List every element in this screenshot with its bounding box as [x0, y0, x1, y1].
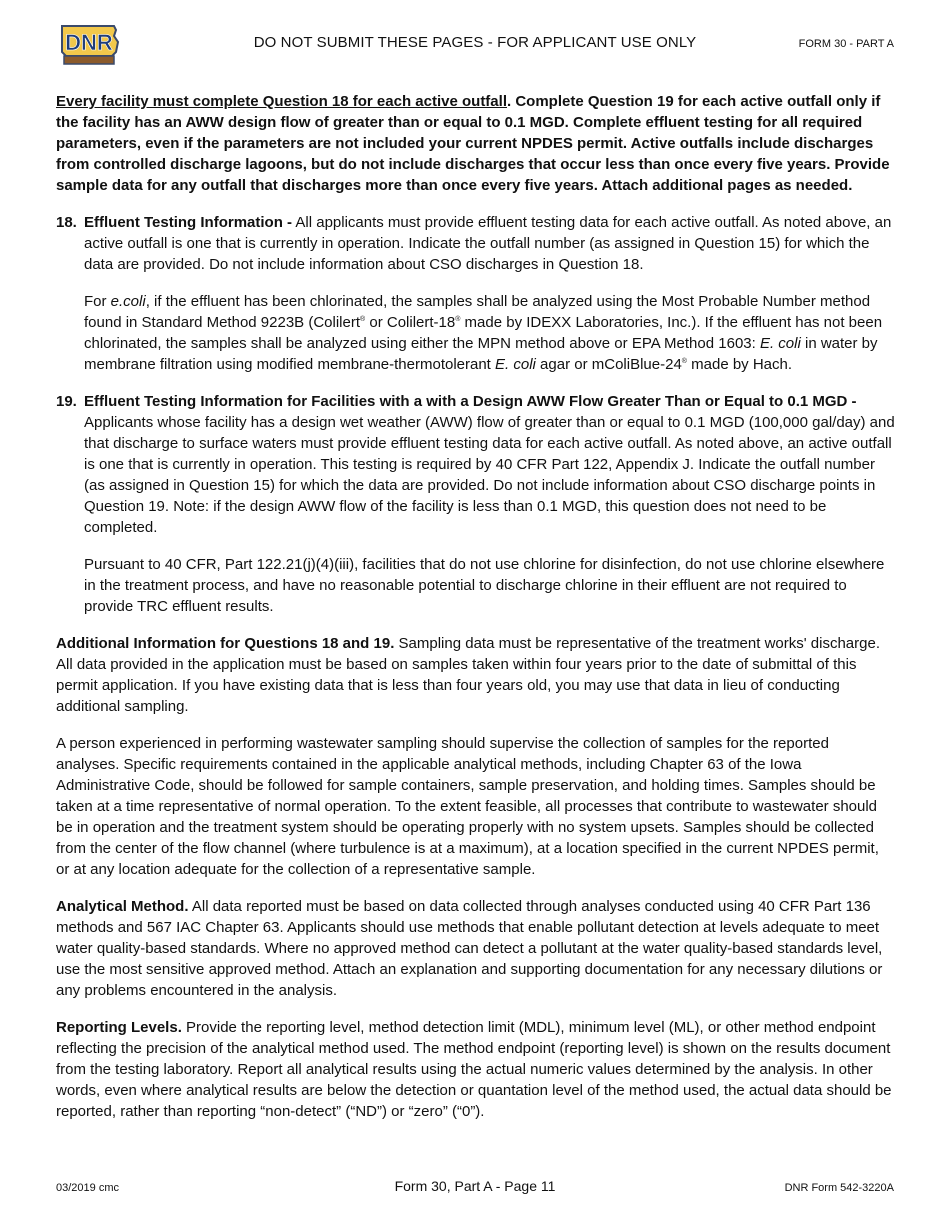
question-19-paragraph: [84, 391, 896, 538]
reporting-levels-text: Provide the reporting level, method detection limit (MDL), minimum level (ML), or other method endpoint reflecting the precision of the analytical method used. The method endpoint (reporting level) is shown on the results document from the testing laboratory. Report all analytical results using the actual numeric values determined by the analysis. In other words, even where analytical results are below the detection or quantation level of the method used, the actual data should be reported, rather than reporting “non-detect” (“ND”) or “zero” (“0”).: [56, 1019, 892, 1120]
sampling-paragraph: A person experienced in performing wastewater sampling should supervise the collection of samples for the reported analyses. Specific requirements contained in the applicable analytical methods, including Chapter 63 of the Iowa Administrative Code, should be followed for sample containers, sample preservation, and holding times. Samples should be taken at a time representative of normal operation. To the extent feasible, all processes that contribute to wastewater should be in operation and the treatment system should be operating properly with no system upsets. Samples should be collected from the center of the flow channel (where turbulence is at a maximum), at a location specified in the current NPDES permit, or at any location adequate for the collection of a representative sample.: [56, 735, 879, 878]
question-18-text: All applicants must provide effluent testing data for each active outfall. As noted above, an active outfall is one that is currently in operation. Indicate the outfall number (as assigned in Question 15) for which the data are provided. Do not include information about CSO discharges in Question 18.: [84, 214, 892, 273]
intro-underlined: Every facility must complete Question 18 for each active outfall: [56, 93, 507, 110]
question-19-heading: Effluent Testing Information for Facilities with a with a Design AWW Flow Greater Than or Equal to 0.1 MGD -: [84, 393, 857, 410]
page-footer: [0, 1178, 950, 1198]
question-19-text: Applicants whose facility has a design wet weather (AWW) flow of greater than or equal to 0.1 MGD (100,000 gal/day) and that discharge to surface waters must provide effluent testing data for each active outfall. As noted above, an active outfall is one that is currently in operation. This testing is required by 40 CFR Part 122, Appendix J. Indicate the outfall number (as assigned in Question 15) for which the data are provided. Do not include information about CSO discharge points in Question 19. Note: if the design AWW flow of the facility is less than 0.1 MGD, this question does not need to be completed.: [84, 414, 895, 536]
page-content: [56, 91, 896, 1122]
ecoli-italic-2: E. coli: [759, 335, 801, 352]
registered-mark: ®: [455, 316, 461, 323]
ecoli-text-c: or Colilert-18: [365, 314, 456, 331]
intro-rest: . Complete Question 19 for each active outfall only if the facility has an AWW design flow of greater than or equal to 0.1 MGD. Complete effluent testing for all required parameters, even if the parameters are not included your current NPDES permit. Active outfalls include discharges from controlled discharge lagoons, but do not include discharges that occur less than once every five years. Provide sample data for any outfall that discharges more than once every five years. Attach additional pages as needed.: [56, 93, 890, 194]
page-header: [0, 0, 950, 70]
header-form-part: FORM 30 - PART A: [798, 38, 894, 50]
registered-mark: ®: [360, 316, 366, 323]
header-title: DO NOT SUBMIT THESE PAGES - FOR APPLICANT USE ONLY: [253, 34, 697, 51]
ecoli-text-g: made by Hach.: [686, 356, 793, 373]
question-19: [56, 391, 896, 617]
reporting-levels-paragraph: [56, 1017, 896, 1122]
ecoli-text-f: agar or mColiBlue-24: [535, 356, 682, 373]
ecoli-text-b: , if the effluent has been chlorinated, the samples shall be analyzed using the Most Probable Number method found in Standard Method 9223B (Colilert: [84, 293, 871, 331]
registered-mark: ®: [681, 358, 687, 365]
question-18-paragraph: [84, 212, 896, 275]
additional-info-text: Sampling data must be representative of the treatment works' discharge. All data provided in the application must be based on samples taken within four years prior to the date of submittal of this permit application. If you have existing data that is less than four years old, you may use that data in lieu of conducting additional sampling.: [56, 635, 880, 715]
question-18-number: 18.: [56, 214, 77, 231]
svg-text:DNR: DNR: [65, 30, 113, 55]
question-19-number: 19.: [56, 393, 77, 410]
footer-page-number: Form 30, Part A - Page 11: [394, 1178, 556, 1194]
analytical-method-paragraph: [56, 896, 896, 1001]
question-18: [56, 212, 896, 375]
ecoli-italic-3: E. coli: [495, 356, 536, 373]
question-18-ecoli-paragraph: [84, 291, 896, 375]
ecoli-text-e: in water by membrane filtration using modified membrane-thermotolerant: [84, 335, 878, 373]
additional-info-paragraph: [56, 633, 896, 717]
reporting-levels-heading: Reporting Levels.: [56, 1019, 182, 1036]
analytical-method-text: All data reported must be based on data collected through analyses conducted using 40 CFR Part 136 methods and 567 IAC Chapter 63. Applicants should use methods that enable pollutant detection at levels adequate to meet water quality-based standards. Where no approved method can detect a pollutant at the water quality-based standards level, use the most sensitive approved method. Attach an explanation and supporting documentation for any necessary dilutions or any problems encountered in the analysis.: [56, 898, 883, 999]
analytical-method-heading: Analytical Method.: [56, 898, 189, 915]
intro-paragraph: [56, 91, 896, 196]
ecoli-text-d: made by IDEXX Laboratories, Inc.). If the effluent has not been chlorinated, the samples shall be analyzed using either the MPN method above or EPA Method 1603:: [84, 314, 883, 352]
ecoli-italic-1: e.coli: [110, 293, 146, 310]
ecoli-text-a: For: [84, 293, 111, 310]
question-19-chlorine-paragraph: Pursuant to 40 CFR, Part 122.21(j)(4)(iii), facilities that do not use chlorine for disinfection, do not use chlorine elsewhere in the treatment process, and have no reasonable potential to discharge chlorine in their effluent are not required to provide TRC effluent results.: [84, 556, 885, 615]
footer-revision: 03/2019 cmc: [56, 1182, 119, 1194]
question-18-heading: Effluent Testing Information -: [84, 214, 293, 231]
footer-form-number: DNR Form 542-3220A: [784, 1182, 894, 1194]
additional-info-heading: Additional Information for Questions 18 and 19.: [56, 635, 395, 652]
